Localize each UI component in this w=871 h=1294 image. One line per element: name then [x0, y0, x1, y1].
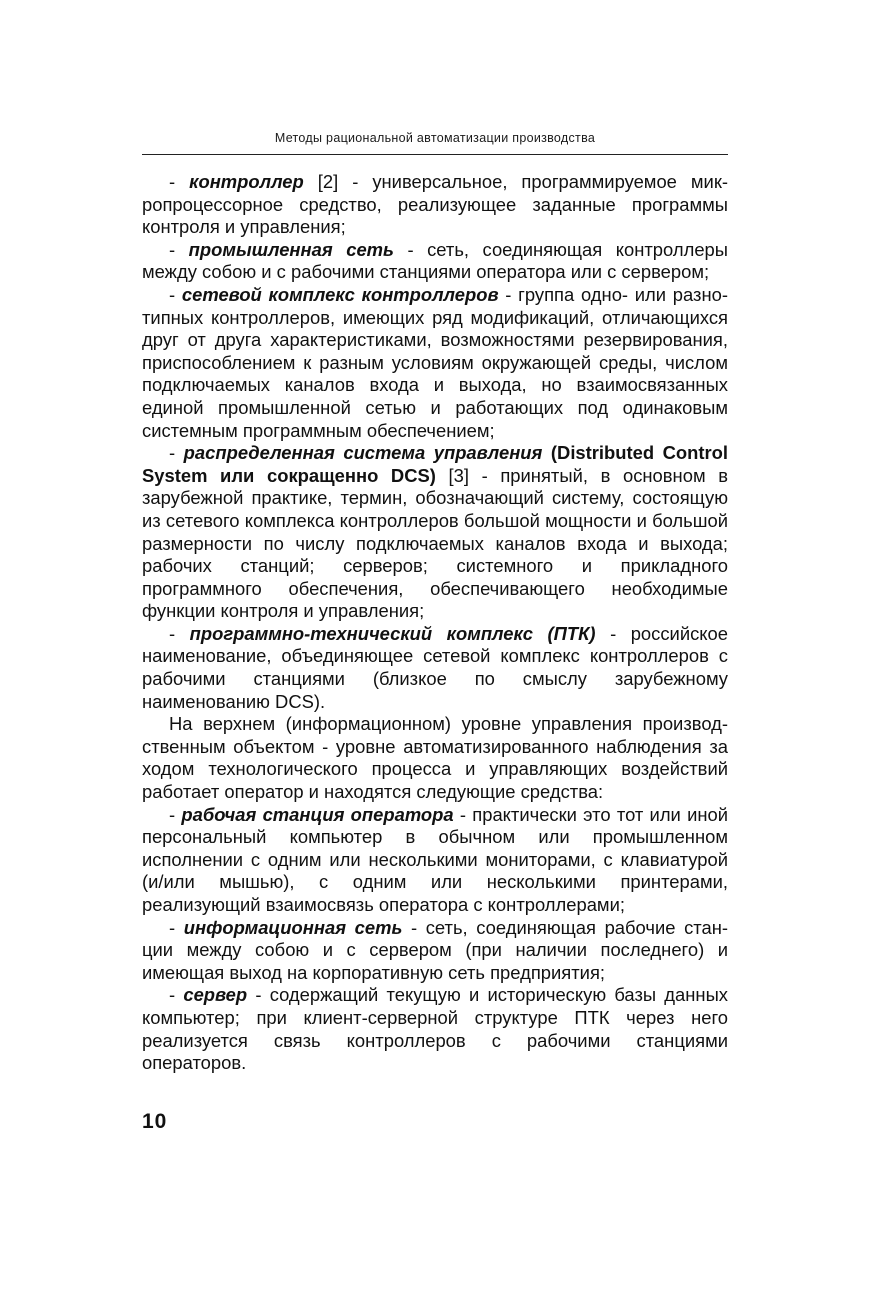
paragraph [142, 284, 728, 442]
term: контроллер [189, 171, 304, 192]
paragraph-text: - практически это тот или иной персональный компьютер в обычном или промышленном исполнении с одним или несколькими мониторами, с клавиатурой (и/или мышью), с одним или несколькими принтерами, реализующий взаимосвязь оператора с контроллерами; [142, 803, 729, 915]
paragraph-text: [3] - принятый, в основном в зарубежной практике, термин, обозначающий систему, состоящую из сетевого комплекса контроллеров большой мощности и большой размерности по числу подключаемых каналов входа и выхода; рабочих станций; серверов; системного и прикладного программного обеспечения, обеспечивающего необходимые функции контроля и управления; [142, 464, 728, 622]
paragraph-text: - [169, 238, 189, 260]
paragraph [142, 171, 728, 239]
paragraph-text: - российское наименование, объединяющее сетевой комплекс контроллеров с рабочими станциями (близкое по смыслу зарубежному наименованию DCS). [142, 622, 729, 712]
paragraph-text: - [169, 984, 184, 1006]
term: информационная сеть [183, 916, 403, 938]
term: сетевой комплекс контроллеров [181, 283, 499, 305]
paragraph-text: - [169, 171, 190, 192]
paragraph [142, 917, 728, 985]
paragraph [142, 623, 728, 713]
paragraph [142, 804, 728, 917]
running-head: Методы рациональной автоматизации производства [274, 131, 596, 145]
paragraph-text: - [169, 442, 184, 464]
paragraph-text: - группа одно- или разнотипных контроллеров, имеющих ряд модификаций, отличающихся друг от друга характеристиками, возможностями резервирования, приспособлением к разным условиям окружающей среды, числом подключаемых каналов входа и выхода, но взаимосвязанных единой промышленной сетью и работающих под одинаковым системным программным обеспечением; [142, 283, 728, 441]
term: распределенная система управления [183, 442, 543, 464]
paragraph-text: - содержащий текущую и историческую базы данных компьютер; при клиент-серверной структуре ПТК через него реализуется связь контроллеров с рабочими станциями операторов. [142, 984, 728, 1074]
paragraph-text: - [169, 803, 182, 825]
paragraph [142, 984, 728, 1074]
term: рабочая станция оператора [181, 803, 454, 825]
term: сервер [183, 984, 248, 1006]
header-rule [142, 154, 728, 155]
paragraph-text: - сеть, соединяющая рабочие станции между собою и с сервером (при наличии последнего) и имеющая выход на корпоративную сеть предприятия; [142, 916, 728, 983]
paragraph-text: На верхнем (информационном) уровне управления производственным объектом - уровне автоматизированного наблюдения за ходом технологического процесса и управляющих воздействий работает оператор и находятся следующие средства: [142, 713, 728, 803]
paragraph-text: - сеть, соединяющая контроллеры между собою и с рабочими станциями оператора или с сервером; [142, 238, 728, 283]
paragraph-text: - [169, 916, 184, 938]
paragraph [142, 442, 728, 623]
term: программно-технический комплекс (ПТК) [189, 622, 596, 644]
paragraph-text: [2] - универсальное, программируемое микропроцессорное средство, реализующее заданные программы контроля и управления; [142, 171, 728, 238]
paragraph [142, 713, 728, 803]
term: промышленная сеть [188, 238, 394, 260]
paragraph-text: - [169, 283, 182, 305]
term-english: (Distributed Control System или сокращенно DCS) [142, 442, 729, 486]
paragraph-text: - [169, 622, 190, 644]
body-text [142, 171, 728, 1075]
page-number: 10 [142, 1110, 168, 1133]
paragraph [142, 239, 728, 284]
